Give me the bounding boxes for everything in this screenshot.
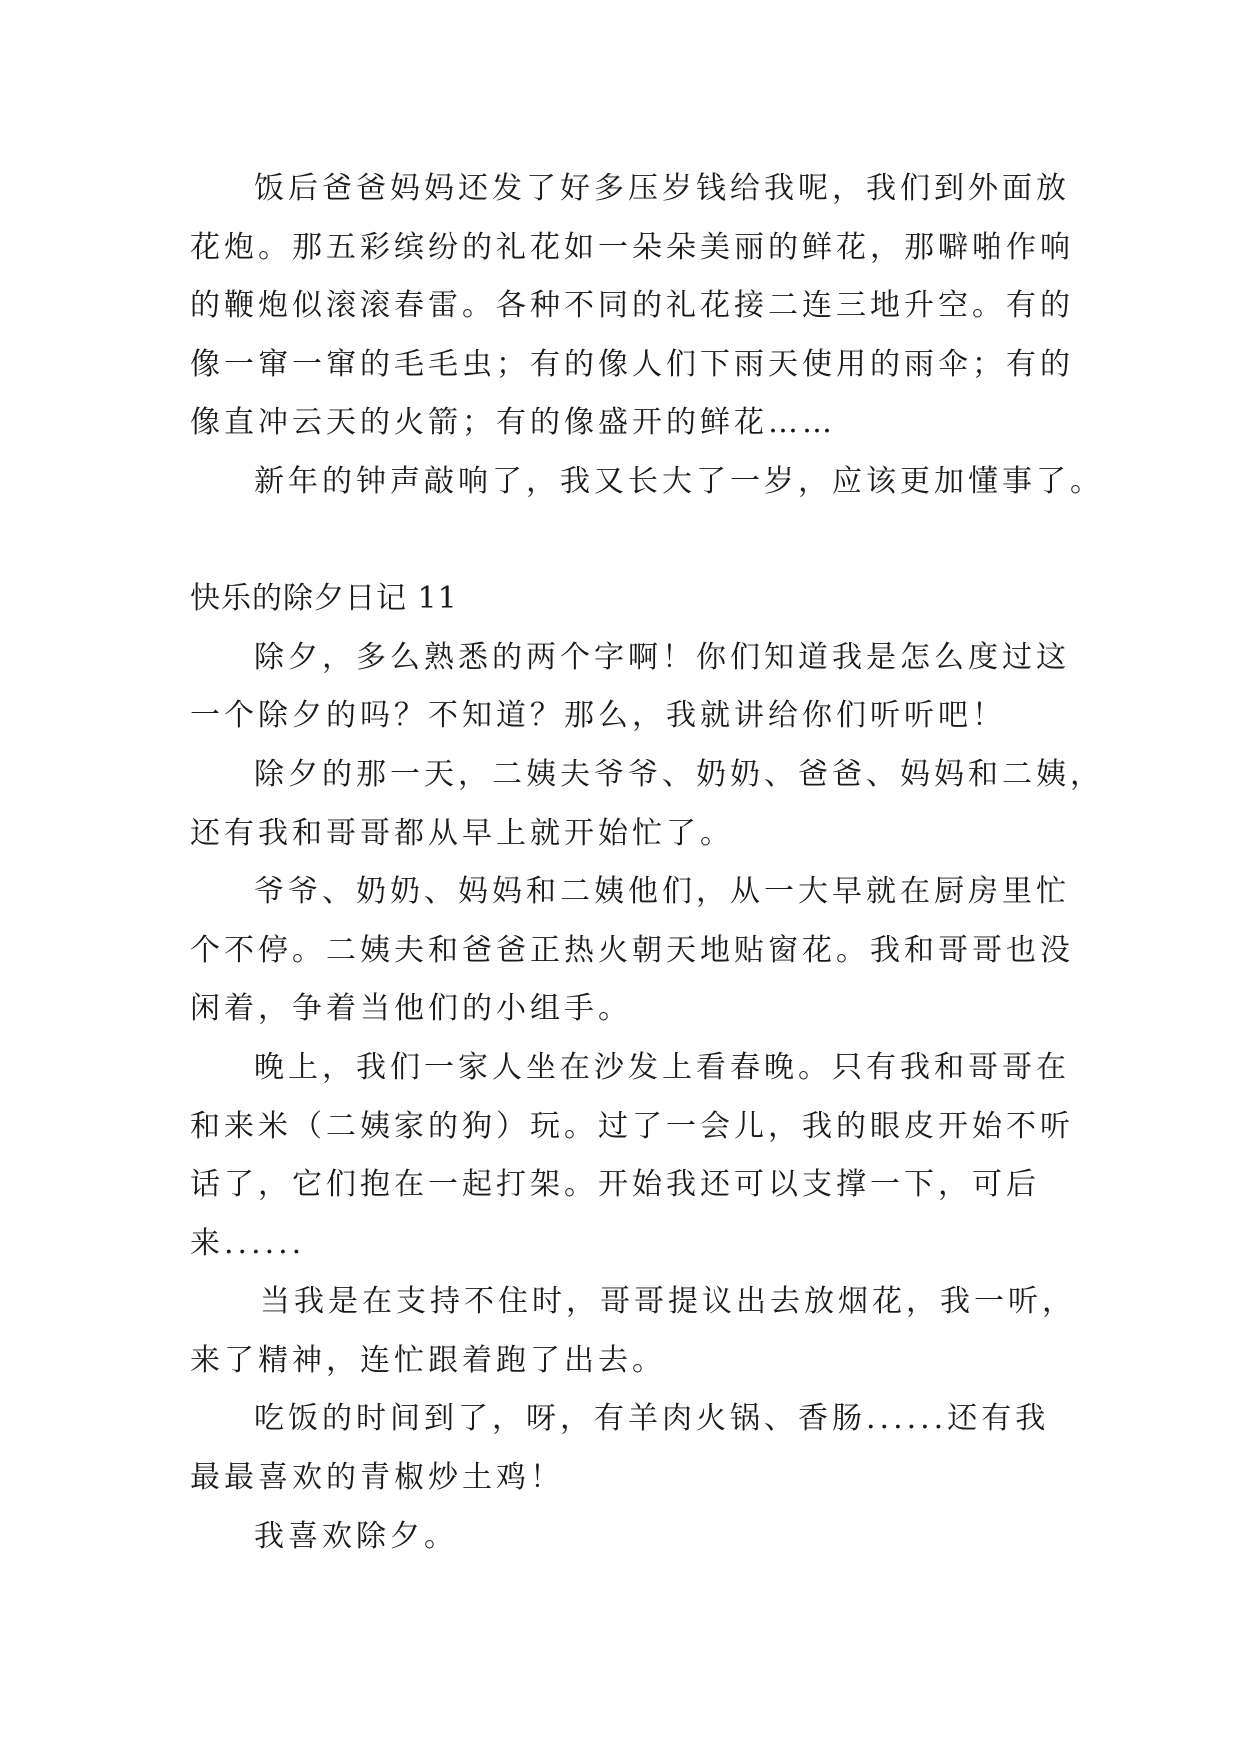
- text-line: 一个除夕的吗？不知道？那么，我就讲给你们听听吧！: [190, 698, 1006, 734]
- text-line: 最最喜欢的青椒炒土鸡！: [190, 1460, 564, 1496]
- text-line: 饭后爸爸妈妈还发了好多压岁钱给我呢，我们到外面放: [254, 171, 1070, 206]
- text-line: 来......: [190, 1225, 306, 1261]
- text-line: 爷爷、奶奶、妈妈和二姨他们，从一大早就在厨房里忙: [254, 874, 1070, 910]
- text-line: 和来米（二姨家的狗）玩。过了一会儿，我的眼皮开始不听: [190, 1108, 1074, 1144]
- text-line: 我喜欢除夕。: [254, 1518, 458, 1554]
- text-line: 还有我和哥哥都从早上就开始忙了。: [190, 815, 734, 851]
- text-line: 新年的钟声敲响了，我又长大了一岁，应该更加懂事了。: [254, 463, 1104, 499]
- article-title: 快乐的除夕日记 11: [190, 581, 458, 617]
- text-line: 像一窜一窜的毛毛虫；有的像人们下雨天使用的雨伞；有的: [190, 346, 1074, 382]
- text-line: 花炮。那五彩缤纷的礼花如一朵朵美丽的鲜花，那噼啪作响: [190, 229, 1074, 265]
- text-line: 除夕的那一天，二姨夫爷爷、奶奶、爸爸、妈妈和二姨，: [254, 756, 1104, 792]
- text-line: 个不停。二姨夫和爸爸正热火朝天地贴窗花。我和哥哥也没: [190, 932, 1074, 968]
- text-line: 晚上，我们一家人坐在沙发上看春晚。只有我和哥哥在: [254, 1049, 1070, 1085]
- text-line: 当我是在支持不住时，哥哥提议出去放烟花，我一听，: [260, 1284, 1076, 1320]
- text-line: 闲着，争着当他们的小组手。: [190, 991, 632, 1027]
- text-line: 像直冲云天的火箭；有的像盛开的鲜花……: [190, 405, 836, 441]
- text-line: 吃饭的时间到了，呀，有羊肉火锅、香肠......还有我: [254, 1401, 1050, 1437]
- text-line: 的鞭炮似滚滚春雷。各种不同的礼花接二连三地升空。有的: [190, 288, 1074, 324]
- text-line: 除夕，多么熟悉的两个字啊！你们知道我是怎么度过这: [254, 639, 1070, 675]
- paragraph-gap: [190, 512, 1050, 571]
- section-fireworks: [190, 160, 1104, 512]
- document-page: [190, 160, 1104, 1566]
- text-line: 来了精神，连忙跟着跑了出去。: [190, 1342, 666, 1378]
- section-new-year-eve: [190, 629, 1104, 1567]
- text-line: 话了，它们抱在一起打架。开始我还可以支撑一下，可后: [190, 1167, 1040, 1203]
